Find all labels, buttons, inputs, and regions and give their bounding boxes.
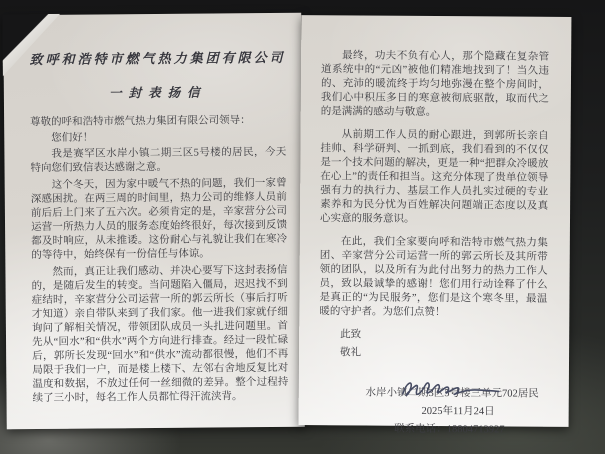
letter-page-left <box>3 13 305 430</box>
letter-paragraph: 最终，功夫不负有心人，那个隐藏在复杂管道系统中的“元凶”被他们精准地找到了！当久违的、充沛的暖流终于均匀地弥漫在整个房间时，我们心中积压多日的寒意被彻底驱散，取而代之的是满满的感动与敬意。 <box>320 50 550 119</box>
signoff-address: 水岸小镇二期3区5号楼三单元702居民 <box>365 387 539 400</box>
letter-subtitle: 一封表扬信 <box>109 85 207 101</box>
letter-page-right <box>299 15 572 436</box>
letter-paragraph: 然而，真正让我们感动、并决心要写下这封表扬信的，是随后发生的转变。当问题陷入僵局，迟迟找不到症结时，辛家营分公司运营一所的郭云所长（事后打听才知道）亲自带队来到了我们家。他一进我们家就仔细询问了解相关情况，带领团队成员一头扎进问题里。首先从“回水”和“供水”两个方向进行排查。经过一段忙碌后，郭所长发现“回水”和“供水”流动都很慢，他们不再局限于我们一户，而是楼上楼下、左邻右舍地反复比对温度和数据，不放过任何一丝细微的差异。整个过程持续了三小时，每名工作人员都忙得汗流浃背。 <box>31 264 289 405</box>
signoff-phone: 联系电话：18804713927 <box>394 423 505 436</box>
signoff-date: 2025年11月24日 <box>421 405 495 418</box>
letter-title: 致呼和浩特市燃气热力集团有限公司 <box>29 49 286 68</box>
letter-closing-cizhi: 此致 <box>340 329 362 341</box>
handwritten-signature <box>395 374 505 405</box>
letter-paragraph: 这个冬天，因为家中暖气不热的问题，我们一家曾深感困扰。在两三周的时间里，热力公司的维修人员前前后后上门来了五六次。必须肯定的是，辛家营分公司运营一所热力人员的服务态度始终很好，每次接到反馈都及时响应，从未推诿。这份耐心与礼貌让我们在寒冷的等待中，始终保有一份信任与体谅。 <box>30 177 288 262</box>
letter-closing-jingli: 敬礼 <box>340 347 362 359</box>
letter-paragraph: 我是赛罕区水岸小镇二期三区5号楼的居民，今天特向您们致信表达感谢之意。 <box>30 146 287 175</box>
letter-paragraph: 在此，我们全家要向呼和浩特市燃气热力集团、辛家营分公司运营一所的郭云所长及其所带领的团队，以及所有为此付出努力的热力工作人员，致以最诚挚的感谢！您们用行动诠释了什么是真正的“为民服务”，您们是这个寒冬里，最温暖的守护者。为您们点赞！ <box>319 236 548 319</box>
letter-paragraph: 从前期工作人员的耐心跟进，到郭所长亲自挂帅、科学研判、一抓到底，我们看到的不仅仅是一个技术问题的解决，更是一种“把群众冷暖放在心上”的责任和担当。这充分体现了贵单位领导强有力的执行力、基层工作人员扎实过硬的专业素养和为民分忧为百姓解决问题端正态度以及真心实意的服务意识。 <box>319 129 549 225</box>
letter-salutation: 尊敬的呼和浩特市燃气热力集团有限公司领导： <box>30 115 251 129</box>
letter-greeting: 您们好！ <box>51 132 94 144</box>
